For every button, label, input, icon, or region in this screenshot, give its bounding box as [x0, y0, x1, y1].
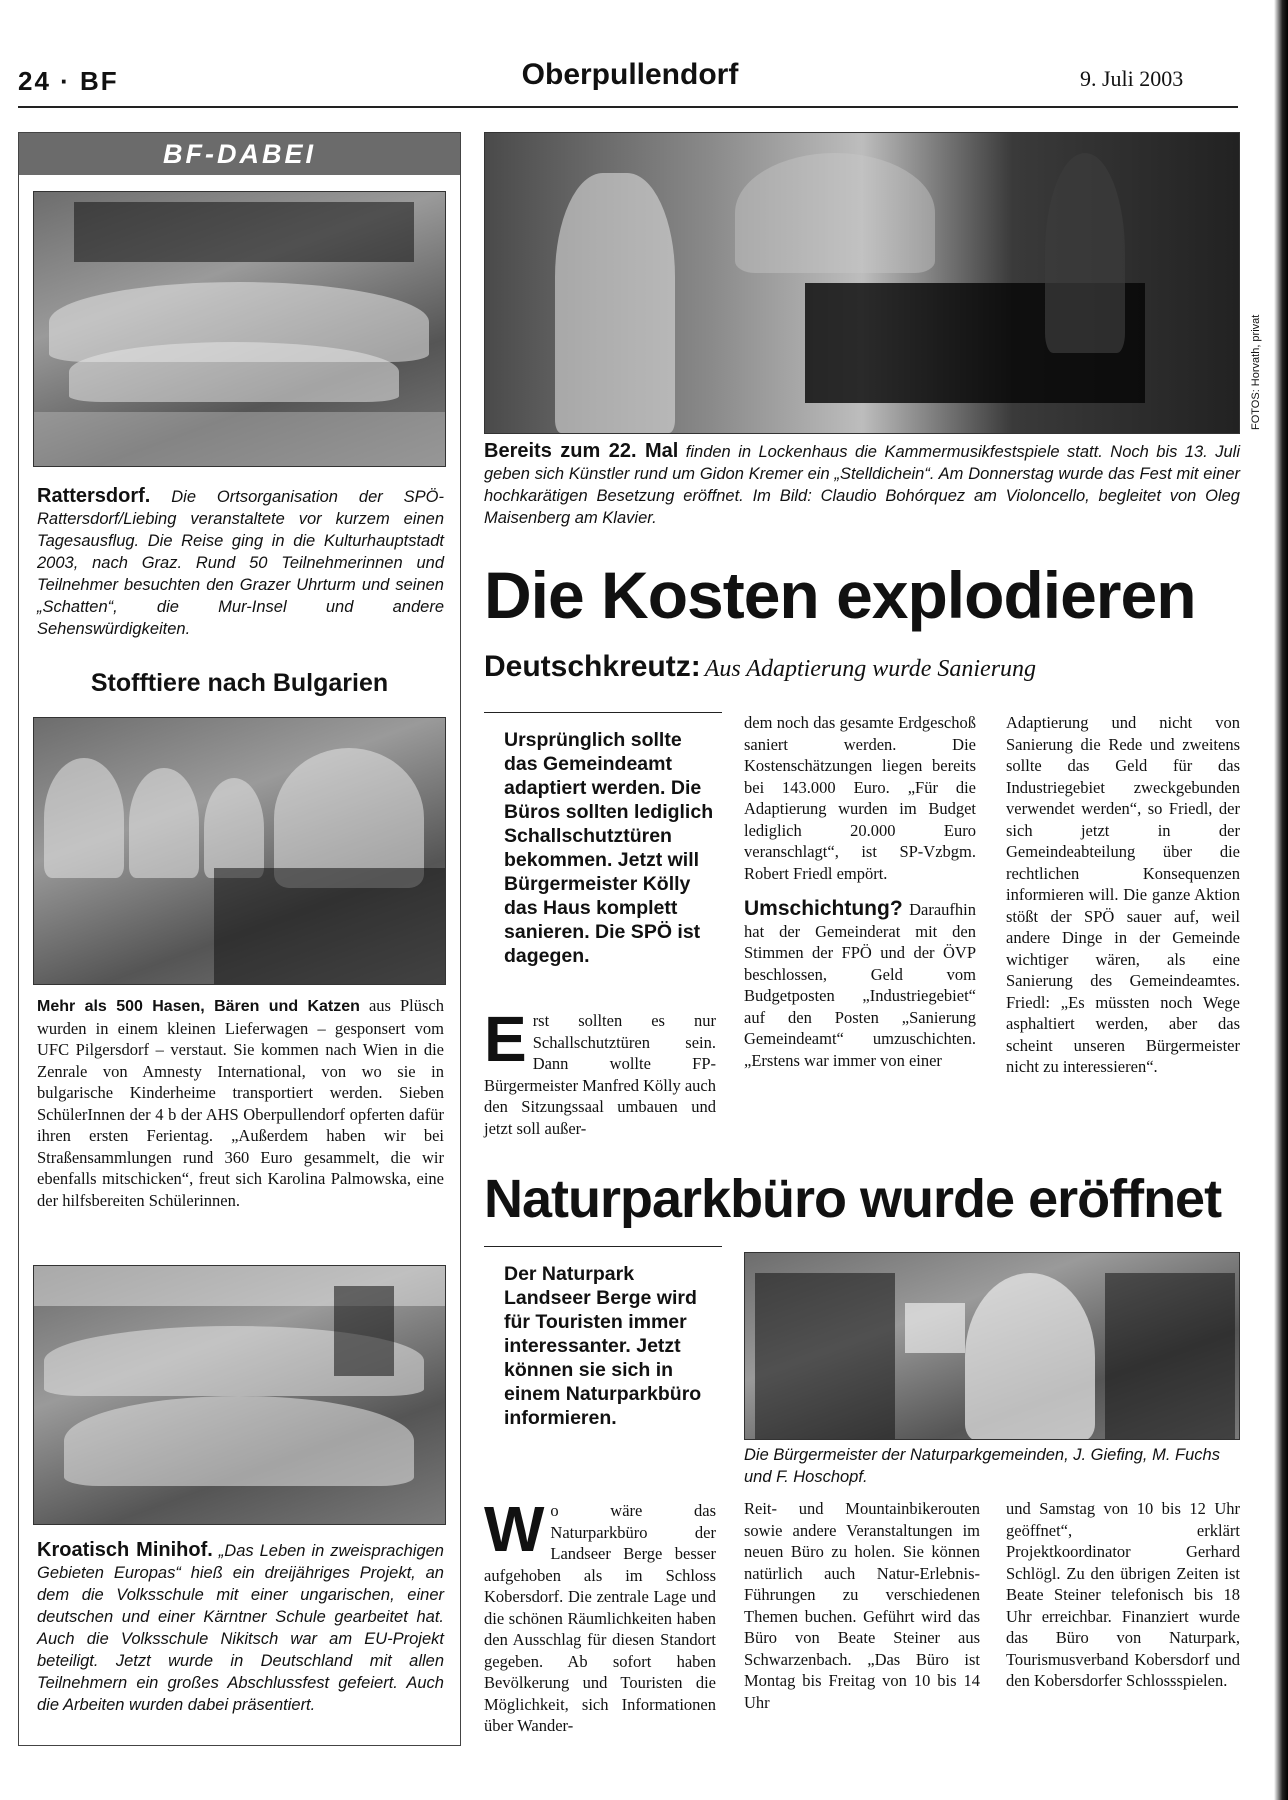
- bf-dabei-sidebar: [18, 132, 461, 1746]
- stofftiere-lead: Mehr als 500 Hasen, Bären und Katzen: [37, 998, 360, 1015]
- kosten-column-1: [484, 1003, 716, 1139]
- naturpark-teaser-rule: [484, 1246, 722, 1247]
- naturpark-mayors-photo: [744, 1252, 1240, 1440]
- naturpark-dropcap: W: [484, 1493, 545, 1565]
- rattersdorf-group-photo: [33, 191, 446, 467]
- kosten-kicker-text: Aus Adaptierung wurde Sanierung: [704, 656, 1037, 682]
- naturpark-teaser: Der Naturpark Landseer Berge wird für Touristen immer interessanter. Jetzt können sie sich in einem Naturparkbüro informieren.: [504, 1263, 702, 1429]
- bf-dabei-title: BF-DABEI: [19, 133, 460, 175]
- minihof-place: Kroatisch Minihof.: [37, 1539, 213, 1561]
- concert-caption-lead: Bereits zum 22. Mal: [484, 440, 679, 462]
- kosten-dropcap: E: [484, 1003, 527, 1075]
- kosten-kicker-place: Deutschkreutz:: [484, 650, 701, 683]
- kosten-col2-subhead: Umschichtung?: [744, 897, 903, 920]
- naturpark-column-3: [1006, 1498, 1240, 1692]
- kosten-col2-text-a: dem noch das gesamte Erdgeschoß saniert werden. Die Kostenschätzungen liegen bereits bei 143.000 Euro. „Für die Adaptierung wurden im Budget lediglich 20.000 Euro veranschlagt“, ist SP-Vzbgm. Robert Friedl empört.: [744, 713, 976, 883]
- rattersdorf-place: Rattersdorf.: [37, 485, 151, 507]
- kosten-column-3: [1006, 712, 1240, 1078]
- header-rule: [18, 106, 1238, 108]
- kosten-headline: Die Kosten explodieren: [484, 558, 1196, 632]
- region-title: Oberpullendorf: [521, 58, 739, 91]
- issue-date: 9. Juli 2003: [1080, 66, 1184, 91]
- stofftiere-text-block: [37, 995, 444, 1211]
- kosten-teaser-rule: [484, 712, 722, 713]
- concert-photo: [484, 132, 1240, 434]
- rattersdorf-caption: [37, 485, 444, 640]
- kosten-column-2: [744, 712, 976, 1071]
- minihof-caption: [37, 1539, 444, 1716]
- naturpark-col3-text: und Samstag von 10 bis 12 Uhr geöffnet“, erklärt Projektkoordinator Gerhard Schlögl. Zu den übrigen Zeiten ist Beate Steiner telefonisch bis 18 Uhr erreichbar. Finanziert wurde das Büro von Naturpark, Tourismusverband Kobersdorf und den Kobersdorfer Schlossspielen.: [1006, 1499, 1240, 1690]
- naturpark-col2-text: Reit- und Mountainbikerouten sowie andere Veranstaltungen im neuen Büro zu holen. Sie können natürlich auch Natur-Erlebnis-Führungen zu verschiedenen Themen buchen. Geführt wird das Büro von Beate Steiner aus Schwarzenbach. „Das Büro ist Montag bis Freitag von 10 bis 14 Uhr: [744, 1499, 980, 1712]
- minihof-school-photo: [33, 1265, 446, 1525]
- stofftiere-text: aus Plüsch wurden in einem kleinen Lieferwagen – gesponsert vom UFC Pilgersdorf – verstaut. Sie kommen nach Wien in die Zenrale von Amnesty International, von wo sie in bulgarische Kinderheime transportiert werden. Sieben SchülerInnen der 4 b der AHS Oberpullendorf opferten dafür ihren ersten Ferientag. „Außerdem haben wir bei Straßensammlungen rund 360 Euro gesammelt, die wir ebenfalls mitschicken“, freut sich Karolina Palmowska, eine der hilfsbereiten Schülerinnen.: [37, 996, 445, 1210]
- page-number-section: 24 · BF: [18, 66, 119, 96]
- concert-caption-text: finden in Lockenhaus die Kammermusikfestspiele statt. Noch bis 13. Juli geben sich Künstler rund um Gidon Kremer ein „Stelldichein“. Am Donnerstag wurde das Fest mit einer hochkarätigen Besetzung eröffnet. Im Bild: Claudio Bohórquez am Violoncello, begleitet von Oleg Maisenberg am Klavier.: [484, 443, 1240, 527]
- kosten-col2-text-b: Daraufhin hat der Gemeinderat mit den Stimmen der FPÖ und der ÖVP beschlossen, Geld vom Budgetposten „Industriegebiet“ auf den Posten „Sanierung Gemeindeamt“ umzuschichten. „Erstens war immer von einer: [744, 900, 976, 1070]
- naturpark-photo-caption: Die Bürgermeister der Naturparkgemeinden, J. Giefing, M. Fuchs und F. Hoschopf.: [744, 1446, 1220, 1486]
- rattersdorf-text: Die Ortsorganisation der SPÖ-Rattersdorf/Liebing veranstaltete vor kurzem einen Tagesausflug. Die Reise ging in die Kulturhauptstadt 2003, nach Graz. Rund 50 Teilnehmerinnen und Teilnehmer besuchten den Grazer Uhrturm und seinen „Schatten“, die Mur-Insel und andere Sehenswürdigkeiten.: [37, 488, 444, 638]
- kosten-teaser: Ursprünglich sollte das Gemeindeamt adaptiert werden. Die Büros sollten lediglich Schallschutztüren bekommen. Jetzt will Bürgermeister Kölly das Haus komplett sanieren. Die SPÖ ist dagegen.: [504, 729, 714, 967]
- concert-caption: [484, 440, 1240, 529]
- naturpark-column-2: [744, 1498, 980, 1713]
- kosten-col3-text: Adaptierung und nicht von Sanierung die Rede und zweitens sollte das Geld für das Industriegebiet zweckgebunden verwendet werden“, so Friedl, der sich jetzt in der Gemeindeabteilung über die rechtlichen Konsequenzen informieren will. Die ganze Aktion stößt der SPÖ sauer auf, weil andere Dinge in der Gemeinde wichtiger wären, als eine Sanierung des Gemeindeamtes. Friedl: „Es müssten noch Wege asphaltiert werden, aber das scheint unseren Bürgermeister nicht zu interessieren“.: [1006, 713, 1240, 1076]
- naturpark-headline: Naturparkbüro wurde eröffnet: [484, 1169, 1222, 1229]
- kosten-kicker: [484, 650, 1240, 684]
- minihof-text: „Das Leben in zweisprachigen Gebieten Europas“ hieß ein dreijähriges Projekt, an dem die Volksschule mit einer ungarischen, einer deutschen und einer Kärntner Schule gearbeitet hat. Auch die Volksschule Nikitsch war am EU-Projekt beteiligt. Jetzt wurde in Deutschland mit allen Teilnehmern ein großes Abschlussfest gefeiert. Auch die Arbeiten wurden dabei präsentiert.: [37, 1542, 444, 1714]
- photo-credit: FOTOS: Horvath, privat: [1250, 314, 1262, 430]
- stofftiere-title: Stofftiere nach Bulgarien: [90, 669, 389, 697]
- naturpark-column-1: [484, 1493, 716, 1737]
- scan-edge: [1274, 0, 1288, 1800]
- naturpark-col1-text: o wäre das Naturparkbüro der Landseer Berge besser aufgehoben als im Schloss Kobersdorf. Die zentrale Lage und die schönen Räumlichkeiten haben den Ausschlag für diesen Standort gegeben. Ab sofort haben Bevölkerung und Touristen die Möglichkeit, sich Informationen über Wander-: [484, 1501, 716, 1735]
- stofftiere-photo: [33, 717, 446, 985]
- kosten-col1-text: rst sollten es nur Schallschutztüren sein. Dann wollte FP-Bürgermeister Manfred Kölly auch den Sitzungssaal umbauen und jetzt soll außer-: [484, 1011, 716, 1138]
